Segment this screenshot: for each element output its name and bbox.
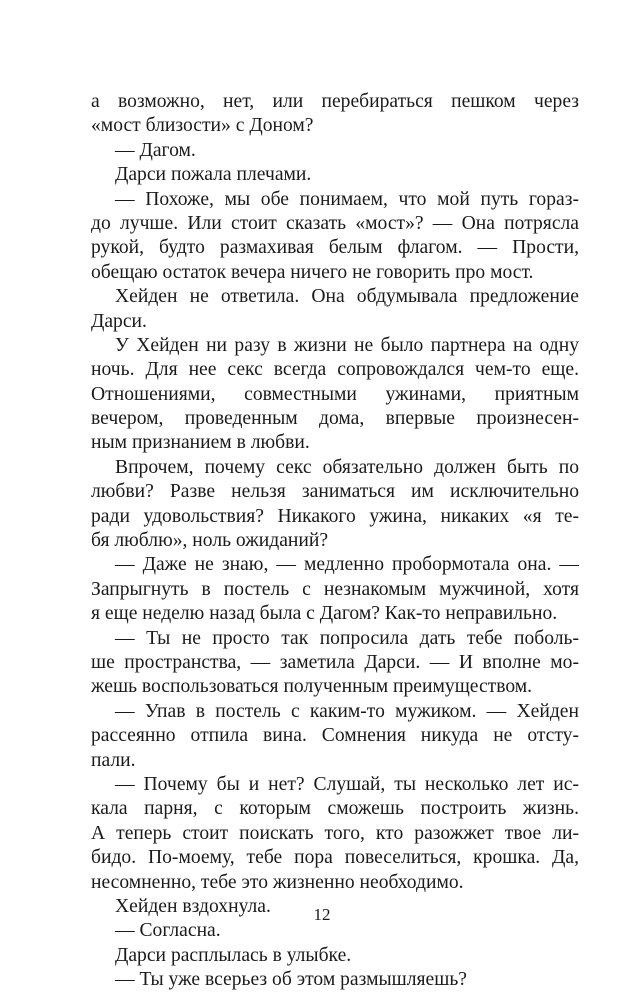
body-text xyxy=(91,90,579,992)
text-line: Хейден не ответила. Она обдумывала предложение xyxy=(115,286,579,308)
text-line: ше пространства, — заметила Дарси. — И вполне мо- xyxy=(91,651,579,673)
text-line: бя люблю», ноль ожиданий? xyxy=(91,530,329,552)
text-line: У Хейден ни разу в жизни не было партнера на одну xyxy=(115,334,579,356)
text-line: кала парня, с которым сможешь построить жизнь. xyxy=(91,798,579,820)
text-line: несомненно, тебе это жизненно необходимо. xyxy=(91,871,464,893)
text-line: я еще неделю назад была с Дагом? Как-то неправильно. xyxy=(91,603,558,625)
text-line: «мост близости» с Доном? xyxy=(91,115,314,137)
text-line: Отношениями, совместными ужинами, приятным xyxy=(91,383,579,405)
text-line: — Даже не знаю, — медленно пробормотала она. — xyxy=(115,554,579,576)
text-line: рукой, будто размахивая белым флагом. — Прости, xyxy=(91,237,579,259)
text-line: Дарси пожала плечами. xyxy=(115,164,312,186)
text-line: жешь воспользоваться полученным преимуществом. xyxy=(91,676,533,698)
text-line: — Согласна. xyxy=(115,920,221,942)
text-line: — Почему бы и нет? Слушай, ты несколько лет ис- xyxy=(115,773,579,795)
text-line: пали. xyxy=(91,749,136,771)
page-number: 12 xyxy=(313,905,331,924)
text-line: любви? Разве нельзя заниматься им исключительно xyxy=(91,481,579,503)
text-line: — Ты уже всерьез об этом размышляешь? xyxy=(115,969,467,991)
text-line: Хейден вздохнула. xyxy=(115,895,271,917)
text-line: бидо. По-моему, тебе пора повеселиться, крошка. Да, xyxy=(91,847,579,869)
text-line: Запрыгнуть в постель с незнакомым мужчиной, хотя xyxy=(91,578,579,600)
text-line: — Похоже, мы обе понимаем, что мой путь гораз- xyxy=(115,188,579,210)
text-line: Впрочем, почему секс обязательно должен быть по xyxy=(115,456,579,478)
text-line: ным признанием в любви. xyxy=(91,432,310,454)
text-line: ночь. Для нее секс всегда сопровождался чем-то еще. xyxy=(91,359,579,381)
text-line: — Ты не просто так попросила дать тебе поболь- xyxy=(115,627,579,649)
text-line: — Упав в постель с каким-то мужиком. — Хейден xyxy=(115,700,579,722)
text-line: — Дагом. xyxy=(115,139,196,161)
text-line: до лучше. Или стоит сказать «мост»? — Она потрясла xyxy=(91,212,579,234)
text-line: рассеянно отпила вина. Сомнения никуда не отсту- xyxy=(91,725,579,747)
text-line: а возможно, нет, или перебираться пешком через xyxy=(91,91,579,112)
text-line: обещаю остаток вечера ничего не говорить про мост. xyxy=(91,261,534,283)
text-line: Дарси. xyxy=(91,310,147,332)
text-line: вечером, проведенным дома, впервые произнесен- xyxy=(91,408,579,430)
text-line: Дарси расплылась в улыбке. xyxy=(115,944,352,966)
text-line: ради удовольствия? Никакого ужина, никаких «я те- xyxy=(91,505,579,527)
text-line: А теперь стоит поискать того, кто разожжет твое ли- xyxy=(91,822,579,844)
